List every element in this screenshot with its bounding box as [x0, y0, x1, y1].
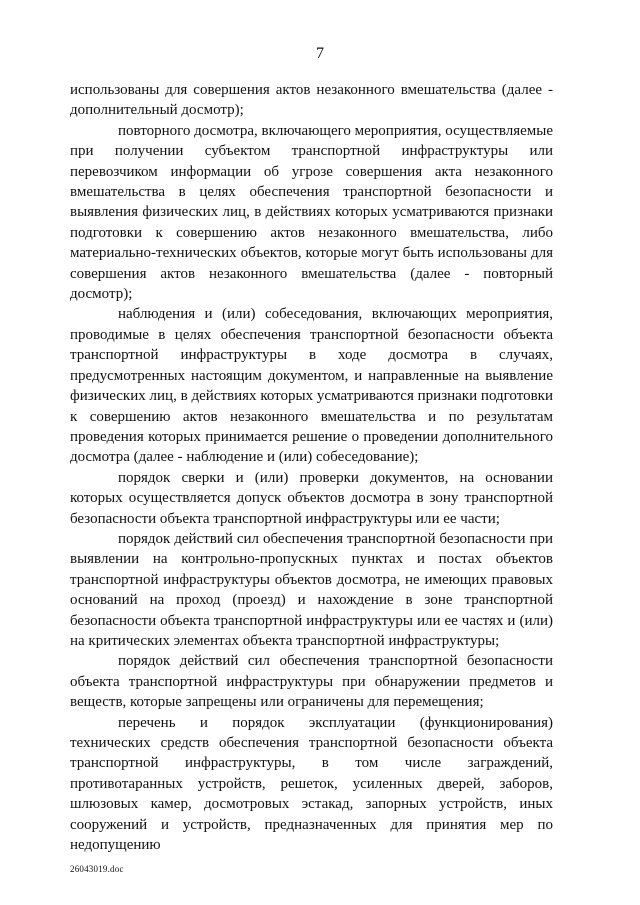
paragraph-document-verification: порядок сверки и (или) проверки документов, на основании которых осуществляется допуск объектов досмотра в зону транспортной безопасности объекта транспортной инфраструктуры или ее части; [70, 469, 553, 527]
page-number: 7 [316, 45, 324, 62]
paragraph-actions-prohibited-items: порядок действий сил обеспечения транспортной безопасности объекта транспортной инфраструктуры при обнаружении предметов и веществ, которые запрещены или ограничены для перемещения; [70, 653, 553, 711]
paragraph-repeated-inspection: повторного досмотра, включающего мероприятия, осуществляемые при получении субъектом транспортной инфраструктуры или перевозчиком информации об угрозе совершения акта незаконного вмешательства в целях обеспечения транспортной безопасности и выявления физических лиц, в действиях которых усматриваются признаки подготовки к совершению актов незаконного вмешательства, либо материально-технических объектов, которые могут быть использованы для совершения актов незаконного вмешательства (далее - повторный досмотр); [70, 122, 554, 303]
footer-filename: 26043019.doc [70, 864, 124, 874]
paragraph-actions-no-legal-grounds: порядок действий сил обеспечения транспортной безопасности при выявлении на контрольно-пропускных пунктах и постах объектов транспортной инфраструктуры объектов досмотра, не имеющих правовых оснований на проход (проезд) и нахождение в зоне транспортной безопасности объекта транспортной инфраструктуры или ее частях и (или) на критических элементах объекта транспортной инфраструктуры; [70, 530, 553, 649]
paragraph-observation-interview: наблюдения и (или) собеседования, включающих мероприятия, проводимые в целях обеспечения транспортной безопасности объекта транспортной инфраструктуры в ходе досмотра в случаях, предусмотренных настоящим документом, и направленные на выявление физических лиц, в действиях которых усматриваются признаки подготовки к совершению актов незаконного вмешательства и по результатам проведения которых принимается решение о проведении дополнительного досмотра (далее - наблюдение и (или) собеседование); [70, 306, 553, 466]
document-body [70, 80, 553, 855]
paragraph-additional-inspection-end: использованы для совершения актов незаконного вмешательства (далее - дополнительный досмотр); [70, 82, 553, 119]
paragraph-technical-means-list: перечень и порядок эксплуатации (функционирования) технических средств обеспечения транспортной безопасности объекта транспортной инфраструктуры, в том числе заграждений, противотаранных устройств, решеток, усиленных дверей, заборов, шлюзовых камер, досмотровых эстакад, запорных устройств, иных сооружений и устройств, предназначенных для принятия мер по недопущению [70, 714, 553, 854]
